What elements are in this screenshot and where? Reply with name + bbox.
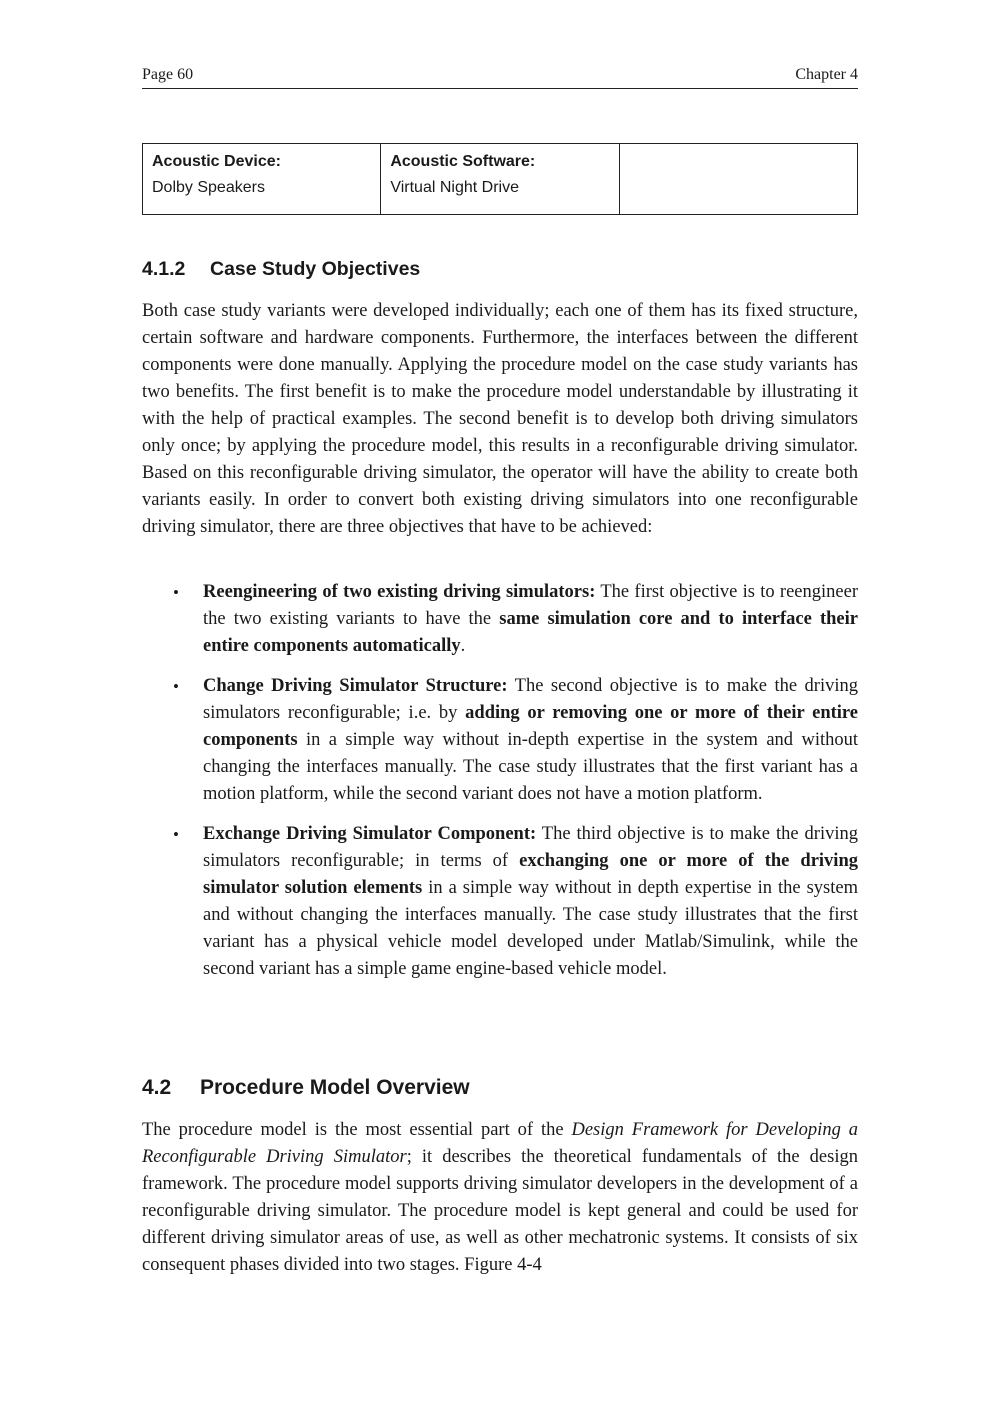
section-number: 4.2 (142, 1076, 172, 1099)
table-row (143, 144, 858, 215)
section-heading-4-1-2 (142, 258, 420, 281)
cell-label: Acoustic Device: (152, 153, 281, 170)
body-paragraph: Both case study variants were developed individually; each one of them has its fixed structure, certain software and hardware components. Furthermore, the interfaces between the different components were done manually. Applying the procedure model on the case study variants has two benefits. The first benefit is to make the procedure model understandable by illustrating it with the help of practical examples. The second benefit is to develop both driving simulators only once; by applying the procedure model, this results in a reconfigurable driving simulator. Based on this reconfigurable driving simulator, the operator will have the ability to create both variants easily. In order to convert both existing driving simulators into one reconfigurable driving simulator, there are three objectives that have to be achieved: (142, 301, 858, 537)
chapter-label: Chapter 4 (795, 66, 858, 83)
objective-title: Change Driving Simulator Structure: (203, 676, 508, 696)
page-number: Page 60 (142, 66, 194, 83)
body-paragraph (142, 1117, 858, 1279)
list-item (142, 821, 858, 983)
section-title: Case Study Objectives (210, 258, 421, 280)
objective-text: . (460, 636, 466, 656)
objective-emphasis: exchanging one or more of the driving simulator solution elements (203, 851, 858, 898)
objective-title: Exchange Driving Simulator Component: (203, 824, 537, 844)
objective-emphasis: adding or removing one or more of their entire components (203, 703, 858, 750)
cell-label: Acoustic Software: (390, 153, 536, 170)
objective-title: Reengineering of two existing driving simulators: (203, 582, 596, 602)
bullet-icon: • (173, 583, 179, 602)
bullet-icon: • (173, 677, 179, 696)
list-item (142, 579, 858, 660)
section-number: 4.1.2 (142, 258, 186, 280)
objective-text: in a simple way without in-depth expertise in the system and without changing the interfaces manually. The case study illustrates that the first variant has a motion platform, while the second variant does not have a motion platform. (203, 730, 858, 804)
paragraph-text: ; it describes the theoretical fundamentals of the design framework. The procedure model supports driving simulator developers in the development of a reconfigurable driving simulator. The procedure model is kept general and could be used for different driving simulator areas of use, as well as other mechatronic systems. It consists of six consequent phases divided into two stages. Figure 4-4 (142, 1147, 858, 1275)
running-header (142, 66, 858, 89)
objective-text: The second objective is to make the driving simulators reconfigurable; i.e. by (203, 676, 858, 723)
section-title: Procedure Model Overview (200, 1076, 470, 1099)
objectives-list (142, 579, 858, 996)
table-cell-empty (619, 144, 857, 215)
objective-text: in a simple way without in depth expertise in the system and without changing the interfaces manually. The case study illustrates that the first variant has a physical vehicle model developed under Matlab/Simulink, while the second variant has a simple game engine-based vehicle model. (203, 878, 858, 979)
bullet-icon: • (173, 825, 179, 844)
section-heading-4-2 (142, 1076, 470, 1100)
objective-emphasis: same simulation core and to interface their entire components automatically (203, 609, 858, 656)
cell-value: Dolby Speakers (152, 179, 265, 196)
objective-text: The first objective is to reengineer the two existing variants to have the (203, 582, 858, 629)
objective-text: The third objective is to make the driving simulators reconfigurable; in terms of (203, 824, 858, 871)
hardware-software-table (142, 143, 858, 215)
paragraph-text: The procedure model is the most essential part of the (142, 1120, 572, 1140)
list-item (142, 673, 858, 808)
table-cell (381, 144, 619, 215)
table-cell (143, 144, 381, 215)
framework-title: Design Framework for Developing a Reconfigurable Driving Simulator (142, 1120, 858, 1167)
cell-value: Virtual Night Drive (390, 179, 519, 196)
